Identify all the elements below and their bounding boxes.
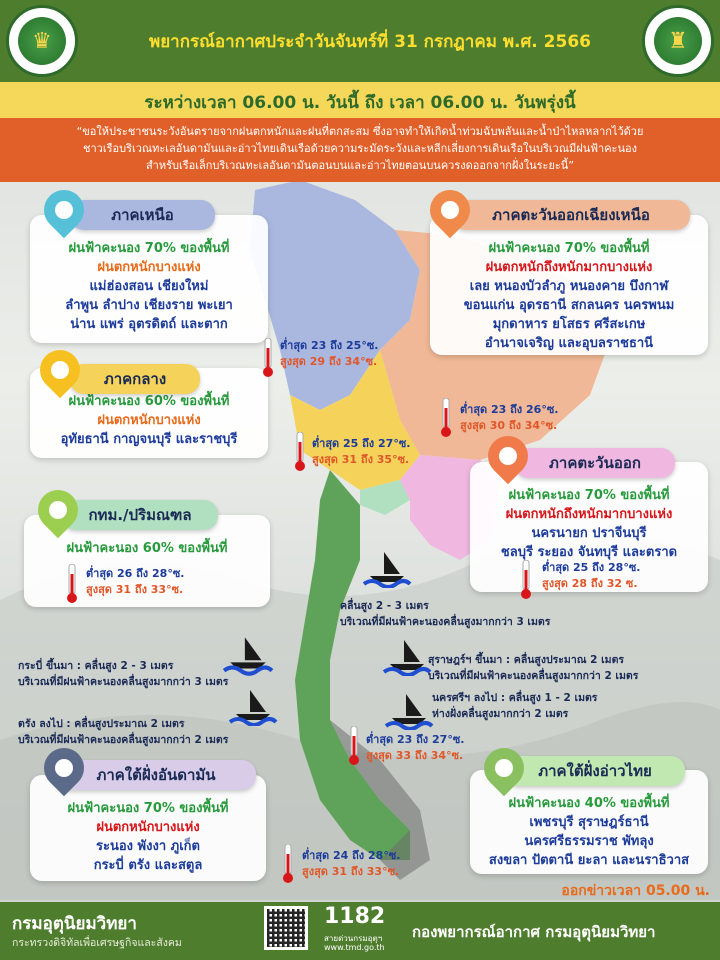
warning-line-2: ชาวเรือบริเวณทะเลอันดามันและอ่าวไทยเดินเรือด้วยความระมัดระวังและหลีกเลี่ยงการเดินเรือในบริเวณมีฝนฟ้าคะนอง bbox=[83, 142, 637, 155]
time-range-text: ระหว่างเวลา 06.00 น. วันนี้ ถึง เวลา 06.00 น. วันพรุ่งนี้ bbox=[144, 93, 576, 113]
footer-division: กองพยากรณ์อากาศ กรมอุตุนิยมวิทยา bbox=[412, 923, 656, 941]
north-line-2: ฝนตกหนักบางแห่ง bbox=[97, 260, 201, 275]
boat-icon bbox=[384, 690, 434, 730]
warning-line-3: สำหรับเรือเล็กบริเวณทะเลอันดามันตอนบนและอ่าวไทยตอนบนควรงดออกจากฝั่งในระยะนี้” bbox=[145, 159, 575, 172]
north-temp-high: สูงสุด 29 ถึง 34°ซ. bbox=[280, 355, 378, 368]
website-link[interactable]: www.tmd.go.th bbox=[324, 943, 385, 952]
andaman-line-3: ระนอง พังงา ภูเก็ต bbox=[96, 839, 200, 854]
bangkok-title: กทม./ปริมณฑล bbox=[88, 506, 192, 524]
hotline-sub: สายด่วนกรมอุตุฯ bbox=[324, 934, 383, 943]
issued-time: ออกข่าวเวลา 05.00 น. bbox=[561, 883, 710, 899]
bangkok-line-1: ฝนฟ้าคะนอง 60% ของพื้นที่ bbox=[66, 541, 228, 556]
northeast-line-5: มุกดาหาร ยโสธร ศรีสะเกษ bbox=[492, 317, 646, 332]
warning-line-1: “ขอให้ประชาชนระวังอันตรายจากฝนตกหนักและฝนที่ตกสะสม ซึ่งอาจทำให้เกิดน้ำท่วมฉับพลันและน้ำป่าไหลหลากไว้ด้วย bbox=[76, 125, 644, 138]
andaman-line-1: ฝนฟ้าคะนอง 70% ของพื้นที่ bbox=[67, 801, 229, 816]
north-line-5: น่าน แพร่ อุตรดิตถ์ และตาก bbox=[70, 317, 228, 332]
wave-trang-line-2: บริเวณที่มีฝนฟ้าคะนองคลื่นสูงมากกว่า 2 เมตร bbox=[18, 734, 229, 746]
andaman-line-4: กระบี่ ตรัง และสตูล bbox=[93, 858, 203, 873]
north-temp-low: ต่ำสุด 23 ถึง 25°ซ. bbox=[280, 339, 379, 352]
time-range-bar bbox=[0, 82, 720, 118]
east-line-4: ชลบุรี ระยอง จันทบุรี และตราด bbox=[500, 545, 678, 560]
wave-gulf-upper-line-2: บริเวณที่มีฝนฟ้าคะนองคลื่นสูงมากกว่า 3 เมตร bbox=[340, 616, 551, 628]
northeast-temp-high: สูงสุด 30 ถึง 34°ซ. bbox=[460, 419, 558, 432]
thermometer-icon bbox=[440, 398, 452, 438]
gulf-title: ภาคใต้ฝั่งอ่าวไทย bbox=[538, 762, 652, 780]
central-line-2: ฝนตกหนักบางแห่ง bbox=[97, 413, 201, 428]
gulf-line-4: สงขลา ปัตตานี ยะลา และนราธิวาส bbox=[488, 853, 690, 868]
andaman-title: ภาคใต้ฝั่งอันดามัน bbox=[96, 766, 216, 784]
south-gulf-header bbox=[505, 756, 685, 786]
gulf-line-2: เพชรบุรี สุราษฎร์ธานี bbox=[529, 815, 649, 830]
wave-nakhon-line-1: นครศรีฯ ลงไป : คลื่นสูง 1 - 2 เมตร bbox=[432, 692, 598, 704]
east-temp-low: ต่ำสุด 25 ถึง 28°ซ. bbox=[542, 561, 641, 574]
andaman-line-2: ฝนตกหนักบางแห่ง bbox=[96, 820, 200, 835]
east-line-2: ฝนตกหนักถึงหนักมากบางแห่ง bbox=[505, 507, 673, 522]
thermometer-icon bbox=[66, 564, 78, 604]
south-gulf-temp bbox=[366, 732, 464, 764]
east-line-1: ฝนฟ้าคะนอง 70% ของพื้นที่ bbox=[508, 488, 670, 503]
northeast-line-4: ขอนแก่น อุดรธานี สกลนคร นครพนม bbox=[463, 298, 675, 313]
wave-gulf-upper bbox=[340, 598, 550, 630]
wave-surat-line-1: สุราษฎร์ฯ ขึ้นมา : คลื่นสูงประมาณ 2 เมตร bbox=[428, 654, 625, 666]
south-andaman-temp bbox=[302, 848, 400, 880]
andaman-temp-high: สูงสุด 31 ถึง 33°ซ. bbox=[302, 865, 400, 878]
header-bar bbox=[0, 0, 720, 82]
boat-icon bbox=[382, 636, 432, 676]
northeast-temp bbox=[460, 402, 558, 434]
north-header bbox=[70, 200, 215, 230]
northeast-line-6: อำนาจเจริญ และอุบลราชธานี bbox=[484, 336, 654, 351]
central-line-3: อุทัยธานี กาญจนบุรี และราชบุรี bbox=[60, 432, 238, 447]
bangkok-header bbox=[62, 500, 218, 530]
north-line-4: ลำพูน ลำปาง เชียงราย พะเยา bbox=[65, 298, 233, 313]
gulf-line-1: ฝนฟ้าคะนอง 40% ของพื้นที่ bbox=[508, 796, 670, 811]
thermometer-icon bbox=[520, 560, 532, 600]
gulf-line-3: นครศรีธรรมราช พัทลุง bbox=[524, 834, 654, 849]
footer-ministry: กระทรวงดิจิทัลเพื่อเศรษฐกิจและสังคม bbox=[12, 937, 182, 949]
wave-krabi-line-1: กระบี่ ขึ้นมา : คลื่นสูง 2 - 3 เมตร bbox=[18, 660, 174, 672]
east-temp bbox=[542, 560, 640, 592]
footer-bar bbox=[0, 902, 720, 960]
footer-org: กรมอุตุนิยมวิทยา bbox=[12, 914, 137, 934]
north-title: ภาคเหนือ bbox=[111, 206, 174, 224]
northeast-line-3: เลย หนองบัวลำภู หนองคาย บึงกาฬ bbox=[469, 279, 669, 294]
east-header bbox=[515, 448, 675, 478]
boat-icon bbox=[228, 686, 278, 726]
central-temp bbox=[312, 436, 410, 468]
wave-trang bbox=[18, 716, 228, 748]
gulf-temp-high: สูงสุด 33 ถึง 34°ซ. bbox=[366, 749, 464, 762]
wave-krabi-line-2: บริเวณที่มีฝนฟ้าคะนองคลื่นสูงมากกว่า 3 เมตร bbox=[18, 676, 229, 688]
central-temp-low: ต่ำสุด 25 ถึง 27°ซ. bbox=[312, 437, 411, 450]
boat-icon bbox=[362, 548, 412, 588]
east-temp-high: สูงสุด 28 ถึง 32 ซ. bbox=[542, 577, 638, 590]
ministry-logo-icon: ♛ bbox=[6, 5, 78, 77]
thermometer-icon bbox=[282, 844, 294, 884]
east-line-3: นครนายก ปราจีนบุรี bbox=[531, 526, 647, 541]
thermometer-icon bbox=[294, 432, 306, 472]
central-temp-high: สูงสุด 31 ถึง 35°ซ. bbox=[312, 453, 410, 466]
gulf-temp-low: ต่ำสุด 23 ถึง 27°ซ. bbox=[366, 733, 465, 746]
north-line-3: แม่ฮ่องสอน เชียงใหม่ bbox=[89, 279, 209, 294]
northeast-title: ภาคตะวันออกเฉียงเหนือ bbox=[492, 206, 650, 224]
northeast-forecast-box bbox=[430, 215, 708, 355]
north-temp bbox=[280, 338, 378, 370]
central-title: ภาคกลาง bbox=[103, 370, 167, 388]
central-header bbox=[70, 364, 200, 394]
east-title: ภาคตะวันออก bbox=[549, 454, 641, 472]
warning-band bbox=[0, 118, 720, 182]
bangkok-temp bbox=[86, 566, 184, 598]
wave-nakhon-line-2: ห่างฝั่งคลื่นสูงมากกว่า 2 เมตร bbox=[432, 708, 569, 720]
andaman-temp-low: ต่ำสุด 24 ถึง 28°ซ. bbox=[302, 849, 401, 862]
north-line-1: ฝนฟ้าคะนอง 70% ของพื้นที่ bbox=[68, 241, 230, 256]
hotline-number[interactable]: 1182 bbox=[324, 904, 386, 929]
bangkok-temp-low: ต่ำสุด 26 ถึง 28°ซ. bbox=[86, 567, 185, 580]
northeast-temp-low: ต่ำสุด 23 ถึง 26°ซ. bbox=[460, 403, 559, 416]
central-line-1: ฝนฟ้าคะนอง 60% ของพื้นที่ bbox=[68, 394, 230, 409]
qr-code-icon bbox=[264, 906, 308, 950]
wave-gulf-upper-line-1: คลื่นสูง 2 - 3 เมตร bbox=[340, 600, 429, 612]
northeast-line-1: ฝนฟ้าคะนอง 70% ของพื้นที่ bbox=[488, 241, 650, 256]
thermometer-icon bbox=[348, 726, 360, 766]
northeast-header bbox=[452, 200, 690, 230]
wave-surat-line-2: บริเวณที่มีฝนฟ้าคะนองคลื่นสูงมากกว่า 2 เมตร bbox=[428, 670, 639, 682]
bangkok-temp-high: สูงสุด 31 ถึง 33°ซ. bbox=[86, 583, 184, 596]
thermometer-icon bbox=[262, 338, 274, 378]
south-andaman-header bbox=[56, 760, 256, 790]
northeast-line-2: ฝนตกหนักถึงหนักมากบางแห่ง bbox=[485, 260, 653, 275]
page-title: พยากรณ์อากาศประจำวันจันทร์ที่ 31 กรกฎาคม พ.ศ. 2566 bbox=[149, 32, 591, 52]
wave-krabi bbox=[18, 658, 228, 690]
wave-nakhon bbox=[432, 690, 597, 722]
wave-surat bbox=[428, 652, 638, 684]
wave-trang-line-1: ตรัง ลงไป : คลื่นสูงประมาณ 2 เมตร bbox=[18, 718, 185, 730]
tmd-logo-icon: ♜ bbox=[642, 5, 714, 77]
boat-icon bbox=[222, 632, 274, 676]
